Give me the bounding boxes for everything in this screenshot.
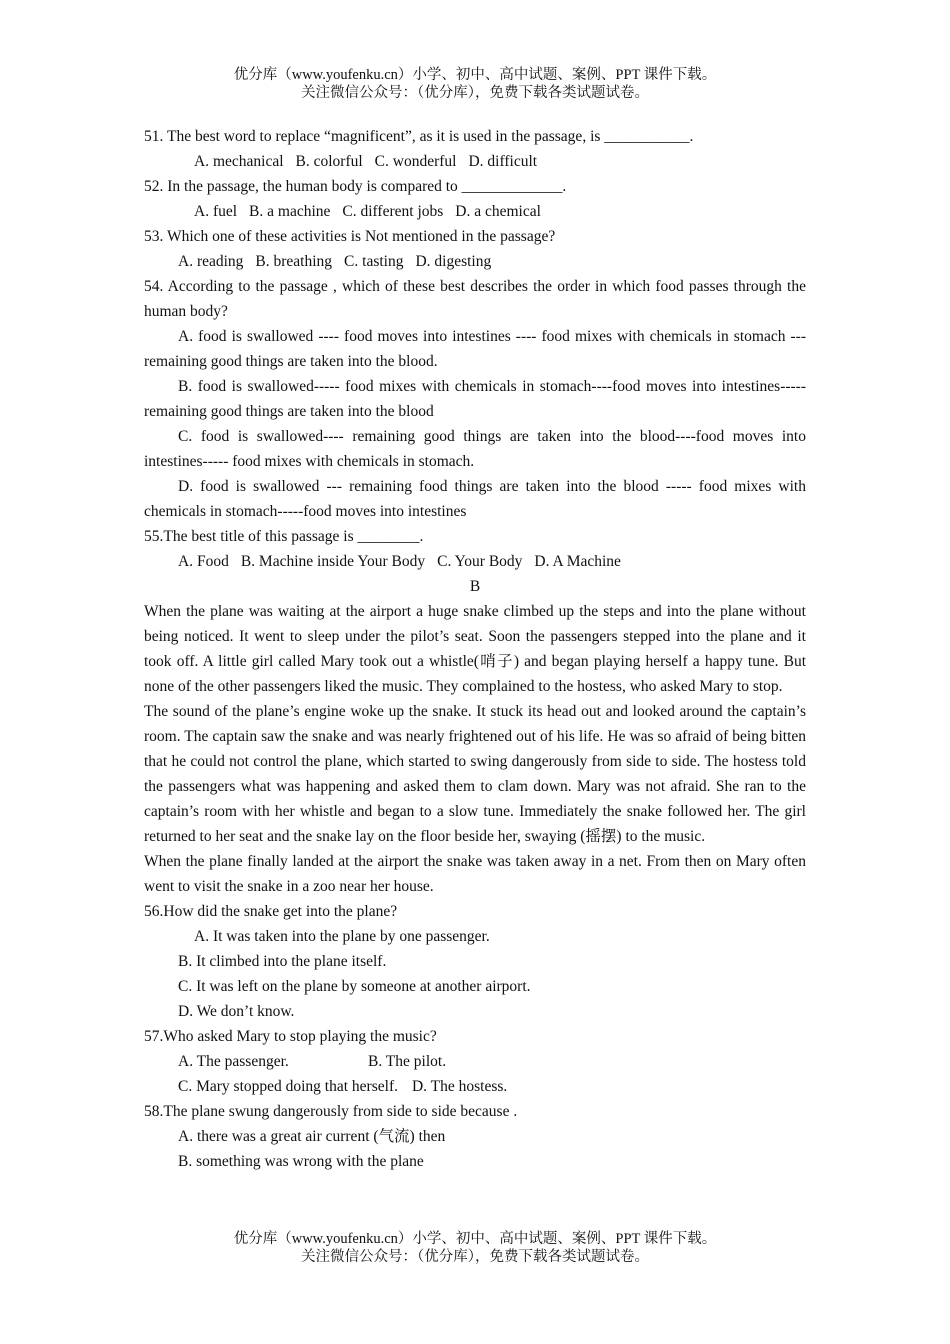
question-53-stem: 53. Which one of these activities is Not mentioned in the passage?	[144, 228, 556, 245]
section-b-heading: B	[469, 578, 481, 595]
option: A. reading	[178, 253, 244, 270]
option: C. Your Body	[437, 553, 523, 570]
question-51-options	[144, 149, 806, 174]
option: B. breathing	[255, 253, 333, 270]
question-57-stem: 57.Who asked Mary to stop playing the music?	[144, 1028, 437, 1045]
footer-line-2: 关注微信公众号：（优分库），免费下载各类试题试卷。	[301, 1249, 649, 1265]
question-55-stem: 55.The best title of this passage is ________.	[144, 528, 424, 545]
question-54-stem: 54. According to the passage , which of these best describes the order in which food passes through the human body?	[144, 278, 806, 320]
option: B. a machine	[249, 203, 331, 220]
footer-line-1: 优分库（www.youfenku.cn）小学、初中、高中试题、案例、PPT 课件下载。	[233, 1231, 717, 1247]
question-58-option-b: B. something was wrong with the plane	[178, 1153, 424, 1170]
question-54-option-a: A. food is swallowed ---- food moves into intestines ---- food mixes with chemicals in stomach --- remaining good things are taken into the blood.	[144, 328, 806, 370]
question-55-options	[144, 549, 806, 574]
question-51-stem: 51. The best word to replace “magnificent”, as it is used in the passage, is ___________.	[144, 128, 694, 145]
option: A. Food	[178, 553, 229, 570]
question-54-option-b: B. food is swallowed----- food mixes with chemicals in stomach----food moves into intestines-----remaining good things are taken into the blood	[144, 378, 806, 420]
page-footer	[0, 1230, 950, 1266]
question-56-stem: 56.How did the snake get into the plane?	[144, 903, 398, 920]
question-56-option-b: B. It climbed into the plane itself.	[178, 953, 387, 970]
question-52-options	[144, 199, 806, 224]
option: D. A Machine	[534, 553, 621, 570]
option: C. different jobs	[342, 203, 444, 220]
question-56-option-a: A. It was taken into the plane by one passenger.	[194, 928, 490, 945]
option: B. Machine inside Your Body	[240, 553, 426, 570]
passage-paragraph-3: When the plane finally landed at the airport the snake was taken away in a net. From then on Mary often went to visit the snake in a zoo near her house.	[144, 853, 806, 895]
option: D. digesting	[415, 253, 492, 270]
question-54-option-c: C. food is swallowed---- remaining good things are taken into the blood----food moves into intestines----- food mixes with chemicals in stomach.	[144, 428, 806, 470]
passage-paragraph-2: The sound of the plane’s engine woke up the snake. It stuck its head out and looked around the captain’s room. The captain saw the snake and was nearly frightened out of his life. He was so afraid of being bitten that he could not control the plane, which started to swing dangerously from side to side. The hostess told the passengers what was happening and asked them to clam down. Mary was not afraid. She ran to the captain’s room with her whistle and began to a slow tune. Immediately the snake followed her. The girl returned to her seat and the snake lay on the floor beside her, swaying (摇摆) to the music.	[144, 703, 806, 845]
question-53-options	[144, 249, 806, 274]
option: D. difficult	[468, 153, 538, 170]
question-57-options-row-1	[144, 1049, 806, 1074]
option: D. The hostess.	[411, 1078, 508, 1095]
passage-paragraph-1: When the plane was waiting at the airport a huge snake climbed up the steps and into the plane without being noticed. It went to sleep under the pilot’s seat. Soon the passengers stepped into the plane and it took off. A little girl called Mary took out a whistle(哨子) and began playing herself a happy tune. But none of the other passengers liked the music. They complained to the hostess, who asked Mary to stop.	[144, 603, 806, 695]
option: D. a chemical	[455, 203, 541, 220]
question-52-stem: 52. In the passage, the human body is compared to _____________.	[144, 178, 567, 195]
question-56-option-c: C. It was left on the plane by someone at another airport.	[178, 978, 531, 995]
option: A. mechanical	[194, 153, 284, 170]
option: A. fuel	[194, 203, 238, 220]
page-header	[0, 66, 950, 102]
header-line-2: 关注微信公众号：（优分库），免费下载各类试题试卷。	[301, 85, 649, 101]
question-58-stem: 58.The plane swung dangerously from side to side because .	[144, 1103, 518, 1120]
header-line-1: 优分库（www.youfenku.cn）小学、初中、高中试题、案例、PPT 课件下载。	[233, 67, 717, 83]
question-56-option-d: D. We don’t know.	[178, 1003, 295, 1020]
option: A. The passenger.	[178, 1053, 289, 1070]
question-58-option-a: A. there was a great air current (气流) then	[178, 1128, 446, 1145]
question-57-options-row-2	[144, 1074, 806, 1099]
document-body	[144, 124, 806, 1174]
option: C. tasting	[344, 253, 404, 270]
option: C. Mary stopped doing that herself.	[178, 1078, 398, 1095]
option: C. wonderful	[374, 153, 457, 170]
question-54-option-d: D. food is swallowed --- remaining food things are taken into the blood ----- food mixes with chemicals in stomach-----food moves into intestines	[144, 478, 806, 520]
option: B. colorful	[295, 153, 363, 170]
option: B. The pilot.	[368, 1053, 447, 1070]
